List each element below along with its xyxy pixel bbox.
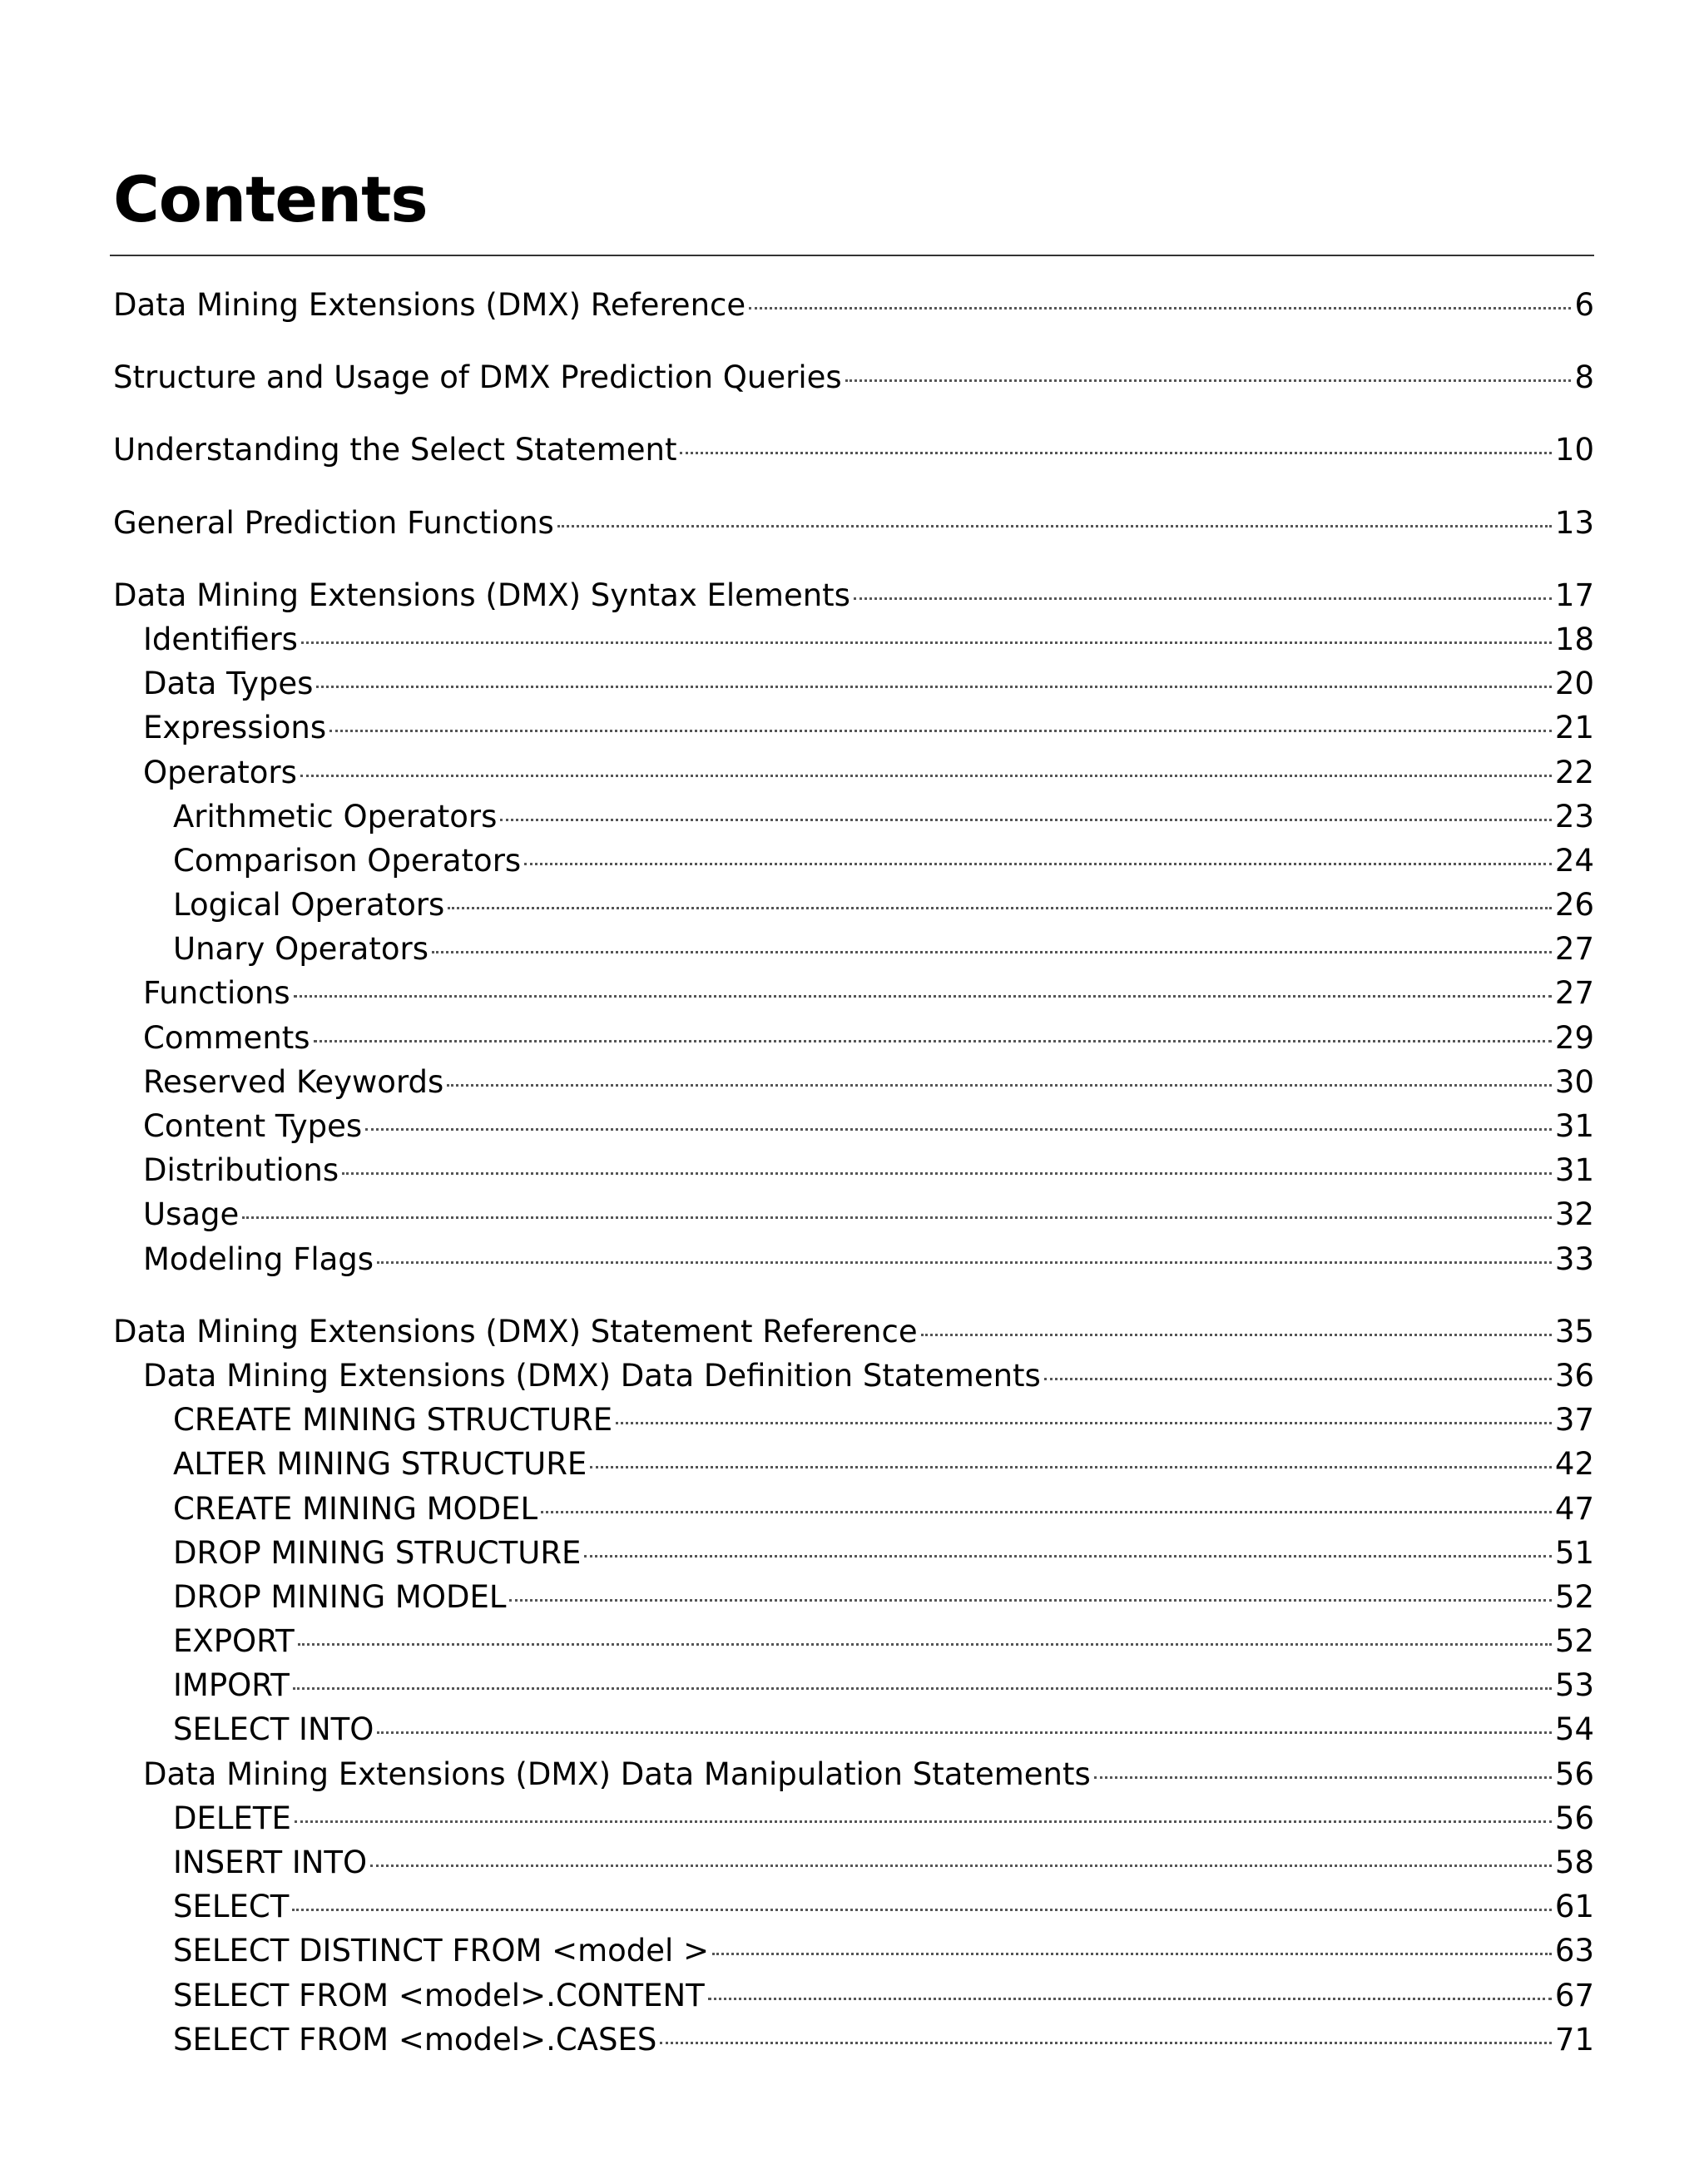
toc-entry-title: Identifiers xyxy=(143,621,298,657)
dot-leader xyxy=(749,307,1571,310)
toc-entry-title: General Prediction Functions xyxy=(113,504,554,541)
toc-entry-title: DROP MINING MODEL xyxy=(173,1578,507,1615)
toc-entry-title: Distributions xyxy=(143,1152,339,1189)
toc-entry-page-number: 32 xyxy=(1554,1196,1594,1233)
toc-entry-title: Data Mining Extensions (DMX) Data Manipulation Statements xyxy=(143,1756,1091,1792)
dot-leader xyxy=(557,525,1552,527)
page-title: Contents xyxy=(113,162,428,236)
toc-entry-title: Data Mining Extensions (DMX) Reference xyxy=(113,287,746,323)
dot-leader xyxy=(680,452,1551,454)
toc-entry-title: Usage xyxy=(143,1196,240,1233)
toc-entry-title: Operators xyxy=(143,754,297,790)
toc-entry[interactable] xyxy=(113,1752,1594,1796)
toc-entry[interactable] xyxy=(113,1884,1594,1929)
toc-entry[interactable] xyxy=(113,355,1594,399)
toc-entry[interactable] xyxy=(113,1619,1594,1663)
dot-leader xyxy=(432,951,1552,953)
title-divider xyxy=(110,255,1594,256)
dot-leader xyxy=(342,1172,1552,1175)
toc-entry-title: Understanding the Select Statement xyxy=(113,432,677,468)
toc-entry[interactable] xyxy=(113,2018,1594,2062)
toc-entry-title: DROP MINING STRUCTURE xyxy=(173,1534,582,1571)
toc-entry[interactable] xyxy=(113,706,1594,750)
toc-entry-page-number: 29 xyxy=(1554,1019,1594,1056)
toc-entry-page-number: 33 xyxy=(1554,1241,1594,1277)
dot-leader xyxy=(300,775,1552,777)
toc-entry[interactable] xyxy=(113,661,1594,706)
toc-entry[interactable] xyxy=(113,428,1594,472)
dot-leader xyxy=(712,1953,1552,1955)
toc-entry[interactable] xyxy=(113,1104,1594,1148)
toc-entry-page-number: 27 xyxy=(1554,931,1594,968)
toc-entry-title: CREATE MINING MODEL xyxy=(173,1490,538,1527)
toc-entry-title: EXPORT xyxy=(173,1623,295,1660)
toc-entry[interactable] xyxy=(113,839,1594,883)
toc-entry-title: INSERT INTO xyxy=(173,1845,368,1880)
dot-leader xyxy=(242,1216,1552,1219)
dot-leader xyxy=(616,1422,1552,1424)
dot-leader xyxy=(854,597,1552,600)
toc-entry-page-number: 27 xyxy=(1554,975,1594,1012)
toc-entry-page-number: 31 xyxy=(1554,1108,1594,1144)
toc-entry-page-number: 22 xyxy=(1554,754,1594,790)
toc-entry[interactable] xyxy=(113,1060,1594,1104)
toc-entry[interactable] xyxy=(113,1531,1594,1575)
dot-leader xyxy=(292,1909,1552,1911)
toc-entry-title: Modeling Flags xyxy=(143,1241,374,1277)
toc-entry[interactable] xyxy=(113,1663,1594,1707)
dot-leader xyxy=(329,730,1552,732)
toc-entry[interactable] xyxy=(113,1148,1594,1192)
toc-entry-page-number: 17 xyxy=(1554,577,1594,613)
toc-entry[interactable] xyxy=(113,750,1594,795)
toc-entry-page-number: 20 xyxy=(1554,666,1594,702)
dot-leader xyxy=(500,819,1552,821)
toc-entry[interactable] xyxy=(113,1487,1594,1531)
toc-entry-title: Reserved Keywords xyxy=(143,1063,444,1100)
dot-leader xyxy=(293,1687,1552,1690)
dot-leader xyxy=(590,1466,1552,1468)
toc-entry[interactable] xyxy=(113,883,1594,927)
table-of-contents xyxy=(113,283,1594,2062)
toc-entry-title: SELECT FROM <model>.CASES xyxy=(173,2021,657,2058)
dot-leader xyxy=(448,907,1552,909)
toc-entry[interactable] xyxy=(113,927,1594,971)
dot-leader xyxy=(298,1643,1552,1646)
toc-entry-title: SELECT FROM <model>.CONTENT xyxy=(173,1977,705,2013)
dot-leader xyxy=(377,1261,1552,1264)
toc-entry[interactable] xyxy=(113,573,1594,617)
toc-entry-title: CREATE MINING STRUCTURE xyxy=(173,1402,613,1439)
toc-entry-title: SELECT DISTINCT FROM <model > xyxy=(173,1933,710,1969)
dot-leader xyxy=(370,1865,1552,1867)
toc-entry-page-number: 58 xyxy=(1554,1845,1594,1880)
dot-leader xyxy=(301,641,1552,644)
dot-leader xyxy=(509,1599,1551,1602)
toc-entry[interactable] xyxy=(113,1707,1594,1751)
dot-leader xyxy=(921,1334,1552,1336)
dot-leader xyxy=(1094,1776,1552,1779)
toc-entry-page-number: 23 xyxy=(1554,798,1594,834)
toc-entry-title: SELECT xyxy=(173,1889,290,1925)
toc-entry-page-number: 53 xyxy=(1554,1667,1594,1704)
toc-entry-page-number: 61 xyxy=(1554,1889,1594,1925)
toc-entry-page-number: 47 xyxy=(1554,1490,1594,1527)
toc-entry-page-number: 42 xyxy=(1554,1446,1594,1483)
dot-leader xyxy=(316,686,1552,688)
toc-entry-title: Data Mining Extensions (DMX) Data Definition Statements xyxy=(143,1357,1041,1394)
dot-leader xyxy=(524,863,1552,865)
toc-entry[interactable] xyxy=(113,501,1594,545)
dot-leader xyxy=(295,1820,1552,1823)
toc-entry-page-number: 21 xyxy=(1554,710,1594,746)
toc-entry-page-number: 56 xyxy=(1554,1800,1594,1836)
toc-entry-title: SELECT INTO xyxy=(173,1711,374,1748)
toc-entry[interactable] xyxy=(113,283,1594,327)
dot-leader xyxy=(845,379,1572,382)
toc-entry-title: Unary Operators xyxy=(173,931,428,968)
toc-entry-page-number: 37 xyxy=(1554,1402,1594,1439)
toc-entry[interactable] xyxy=(113,1237,1594,1281)
toc-entry-title: DELETE xyxy=(173,1800,291,1836)
toc-entry-page-number: 71 xyxy=(1554,2021,1594,2058)
toc-entry-page-number: 54 xyxy=(1554,1711,1594,1748)
dot-leader xyxy=(584,1555,1551,1558)
dot-leader xyxy=(1044,1378,1552,1380)
toc-entry-page-number: 8 xyxy=(1574,359,1594,396)
toc-entry-page-number: 35 xyxy=(1554,1313,1594,1350)
toc-entry-page-number: 36 xyxy=(1554,1357,1594,1394)
toc-entry[interactable] xyxy=(113,1016,1594,1060)
toc-entry[interactable] xyxy=(113,1398,1594,1442)
toc-entry-page-number: 10 xyxy=(1554,432,1594,468)
toc-entry-title: Structure and Usage of DMX Prediction Queries xyxy=(113,359,842,396)
toc-entry-title: Expressions xyxy=(143,710,327,746)
toc-entry-title: Arithmetic Operators xyxy=(173,798,498,834)
toc-entry-page-number: 52 xyxy=(1554,1623,1594,1660)
toc-entry-title: ALTER MINING STRUCTURE xyxy=(173,1446,587,1483)
toc-entry-title: Comparison Operators xyxy=(173,842,522,879)
toc-entry[interactable] xyxy=(113,1796,1594,1840)
toc-entry[interactable] xyxy=(113,1974,1594,2018)
dot-leader xyxy=(708,1998,1552,2000)
toc-entry-page-number: 18 xyxy=(1554,621,1594,657)
toc-entry-page-number: 67 xyxy=(1554,1977,1594,2013)
toc-entry-title: Data Types xyxy=(143,666,314,702)
toc-entry[interactable] xyxy=(113,971,1594,1015)
toc-entry-page-number: 51 xyxy=(1554,1534,1594,1571)
toc-entry-title: Logical Operators xyxy=(173,887,445,924)
toc-entry-page-number: 52 xyxy=(1554,1578,1594,1615)
dot-leader xyxy=(365,1128,1552,1131)
toc-entry-title: Functions xyxy=(143,975,290,1012)
toc-entry-page-number: 13 xyxy=(1554,504,1594,541)
toc-entry-page-number: 63 xyxy=(1554,1933,1594,1969)
toc-entry-title: Content Types xyxy=(143,1108,363,1144)
toc-entry[interactable] xyxy=(113,1929,1594,1973)
toc-entry-title: Comments xyxy=(143,1019,310,1056)
toc-entry-title: Data Mining Extensions (DMX) Statement Reference xyxy=(113,1313,918,1350)
toc-entry-page-number: 56 xyxy=(1554,1756,1594,1792)
dot-leader xyxy=(447,1084,1552,1087)
toc-entry[interactable] xyxy=(113,1442,1594,1486)
toc-entry[interactable] xyxy=(113,1310,1594,1354)
toc-entry-title: Data Mining Extensions (DMX) Syntax Elements xyxy=(113,577,850,613)
toc-entry[interactable] xyxy=(113,1192,1594,1236)
toc-entry-title: IMPORT xyxy=(173,1667,290,1704)
dot-leader xyxy=(377,1731,1552,1734)
toc-entry[interactable] xyxy=(113,1575,1594,1619)
dot-leader xyxy=(660,2042,1552,2044)
toc-entry-page-number: 26 xyxy=(1554,887,1594,924)
toc-entry[interactable] xyxy=(113,795,1594,839)
dot-leader xyxy=(541,1511,1552,1513)
dot-leader xyxy=(314,1040,1552,1042)
toc-entry-page-number: 30 xyxy=(1554,1063,1594,1100)
toc-entry[interactable] xyxy=(113,1354,1594,1398)
toc-entry-page-number: 24 xyxy=(1554,842,1594,879)
toc-entry-page-number: 6 xyxy=(1574,287,1594,323)
toc-entry-page-number: 31 xyxy=(1554,1152,1594,1189)
dot-leader xyxy=(294,995,1552,998)
toc-entry[interactable] xyxy=(113,617,1594,661)
toc-entry[interactable] xyxy=(113,1840,1594,1884)
